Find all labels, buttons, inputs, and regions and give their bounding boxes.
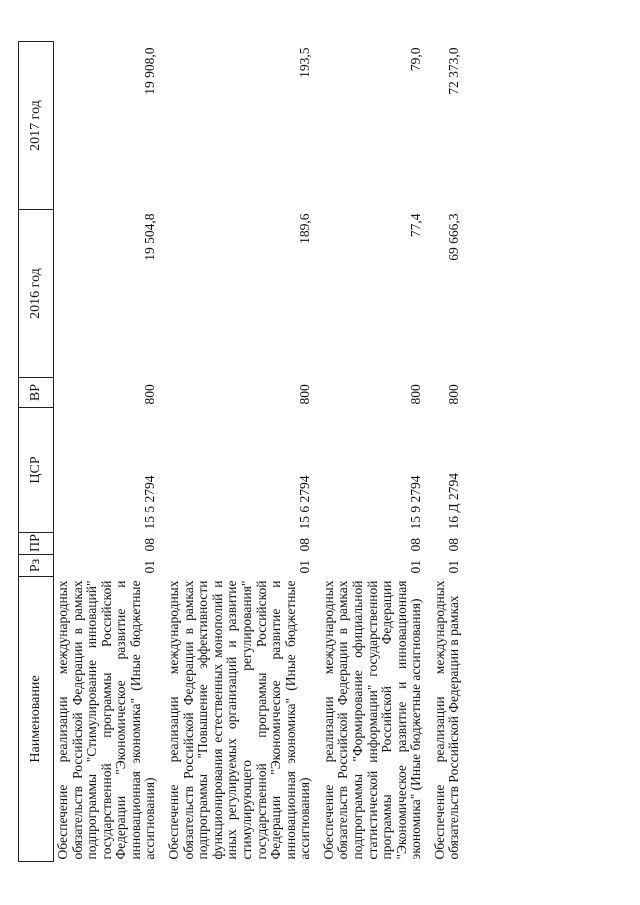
header-rz: Рз (19, 555, 54, 577)
row-csr: 15 6 2794 (297, 475, 313, 530)
row-pr: 08 (446, 538, 462, 552)
row-2016: 77,4 (408, 213, 424, 238)
table-row (54, 42, 160, 862)
header-csr: ЦСР (19, 408, 54, 533)
row-rz: 01 (408, 560, 424, 574)
row-vr: 800 (142, 384, 158, 405)
row-2016: 69 666,3 (446, 213, 462, 261)
row-csr: 15 9 2794 (408, 475, 424, 530)
row-csr: 16 Д 2794 (446, 473, 462, 530)
row-vr: 800 (408, 384, 424, 405)
header-vr: ВР (19, 378, 54, 408)
header-2016: 2016 год (19, 210, 54, 378)
row-vr: 800 (446, 384, 462, 405)
row-rz: 01 (297, 560, 313, 574)
row-vr: 800 (297, 384, 313, 405)
header-name: Наименование (19, 577, 54, 862)
row-name: Обеспечение реализации международных обязательств Российской Федерации в рамках подпрограммы "Формирование официальной статистической информации" государственной программы Российской Федерации "Экономическое развитие и инновационная экономика" (Иные бюджетные ассигнования) (320, 580, 424, 860)
row-rz: 01 (142, 560, 158, 574)
table-row (314, 42, 425, 862)
table-row (159, 42, 314, 862)
row-2017: 72 373,0 (446, 47, 462, 95)
row-csr: 15 5 2794 (142, 475, 158, 530)
row-name: Обеспечение реализации международных обязательств Российской Федерации в рамках (431, 580, 462, 860)
table-row (425, 42, 463, 862)
row-name: Обеспечение реализации международных обязательств Российской Федерации в рамках подпрограммы "Повышение эффективности функционирования естественных монополий и иных регулируемых организаций и развитие стимулирующего регулирования" государственной программы Российской Федерации "Экономическое развитие и инновационная экономика" (Иные бюджетные ассигнования) (166, 580, 313, 860)
header-2017: 2017 год (19, 42, 54, 210)
row-pr: 08 (142, 538, 158, 552)
header-pr: ПР (19, 533, 54, 555)
budget-table (18, 41, 463, 862)
row-2017: 79,0 (408, 47, 424, 72)
row-pr: 08 (297, 538, 313, 552)
row-2017: 193,5 (297, 47, 313, 78)
row-2016: 19 504,8 (142, 213, 158, 261)
row-2016: 189,6 (297, 213, 313, 244)
row-name: Обеспечение реализации международных обязательств Российской Федерации в рамках подпрограммы "Стимулирование инноваций" государственной программы Российской Федерации "Экономическое развитие и инновационная экономика" (Иные бюджетные ассигнования) (55, 580, 158, 860)
rotated-page (18, 42, 618, 862)
row-pr: 08 (408, 538, 424, 552)
row-2017: 19 908,0 (142, 47, 158, 95)
row-rz: 01 (446, 560, 462, 574)
table-header-row (19, 42, 54, 862)
